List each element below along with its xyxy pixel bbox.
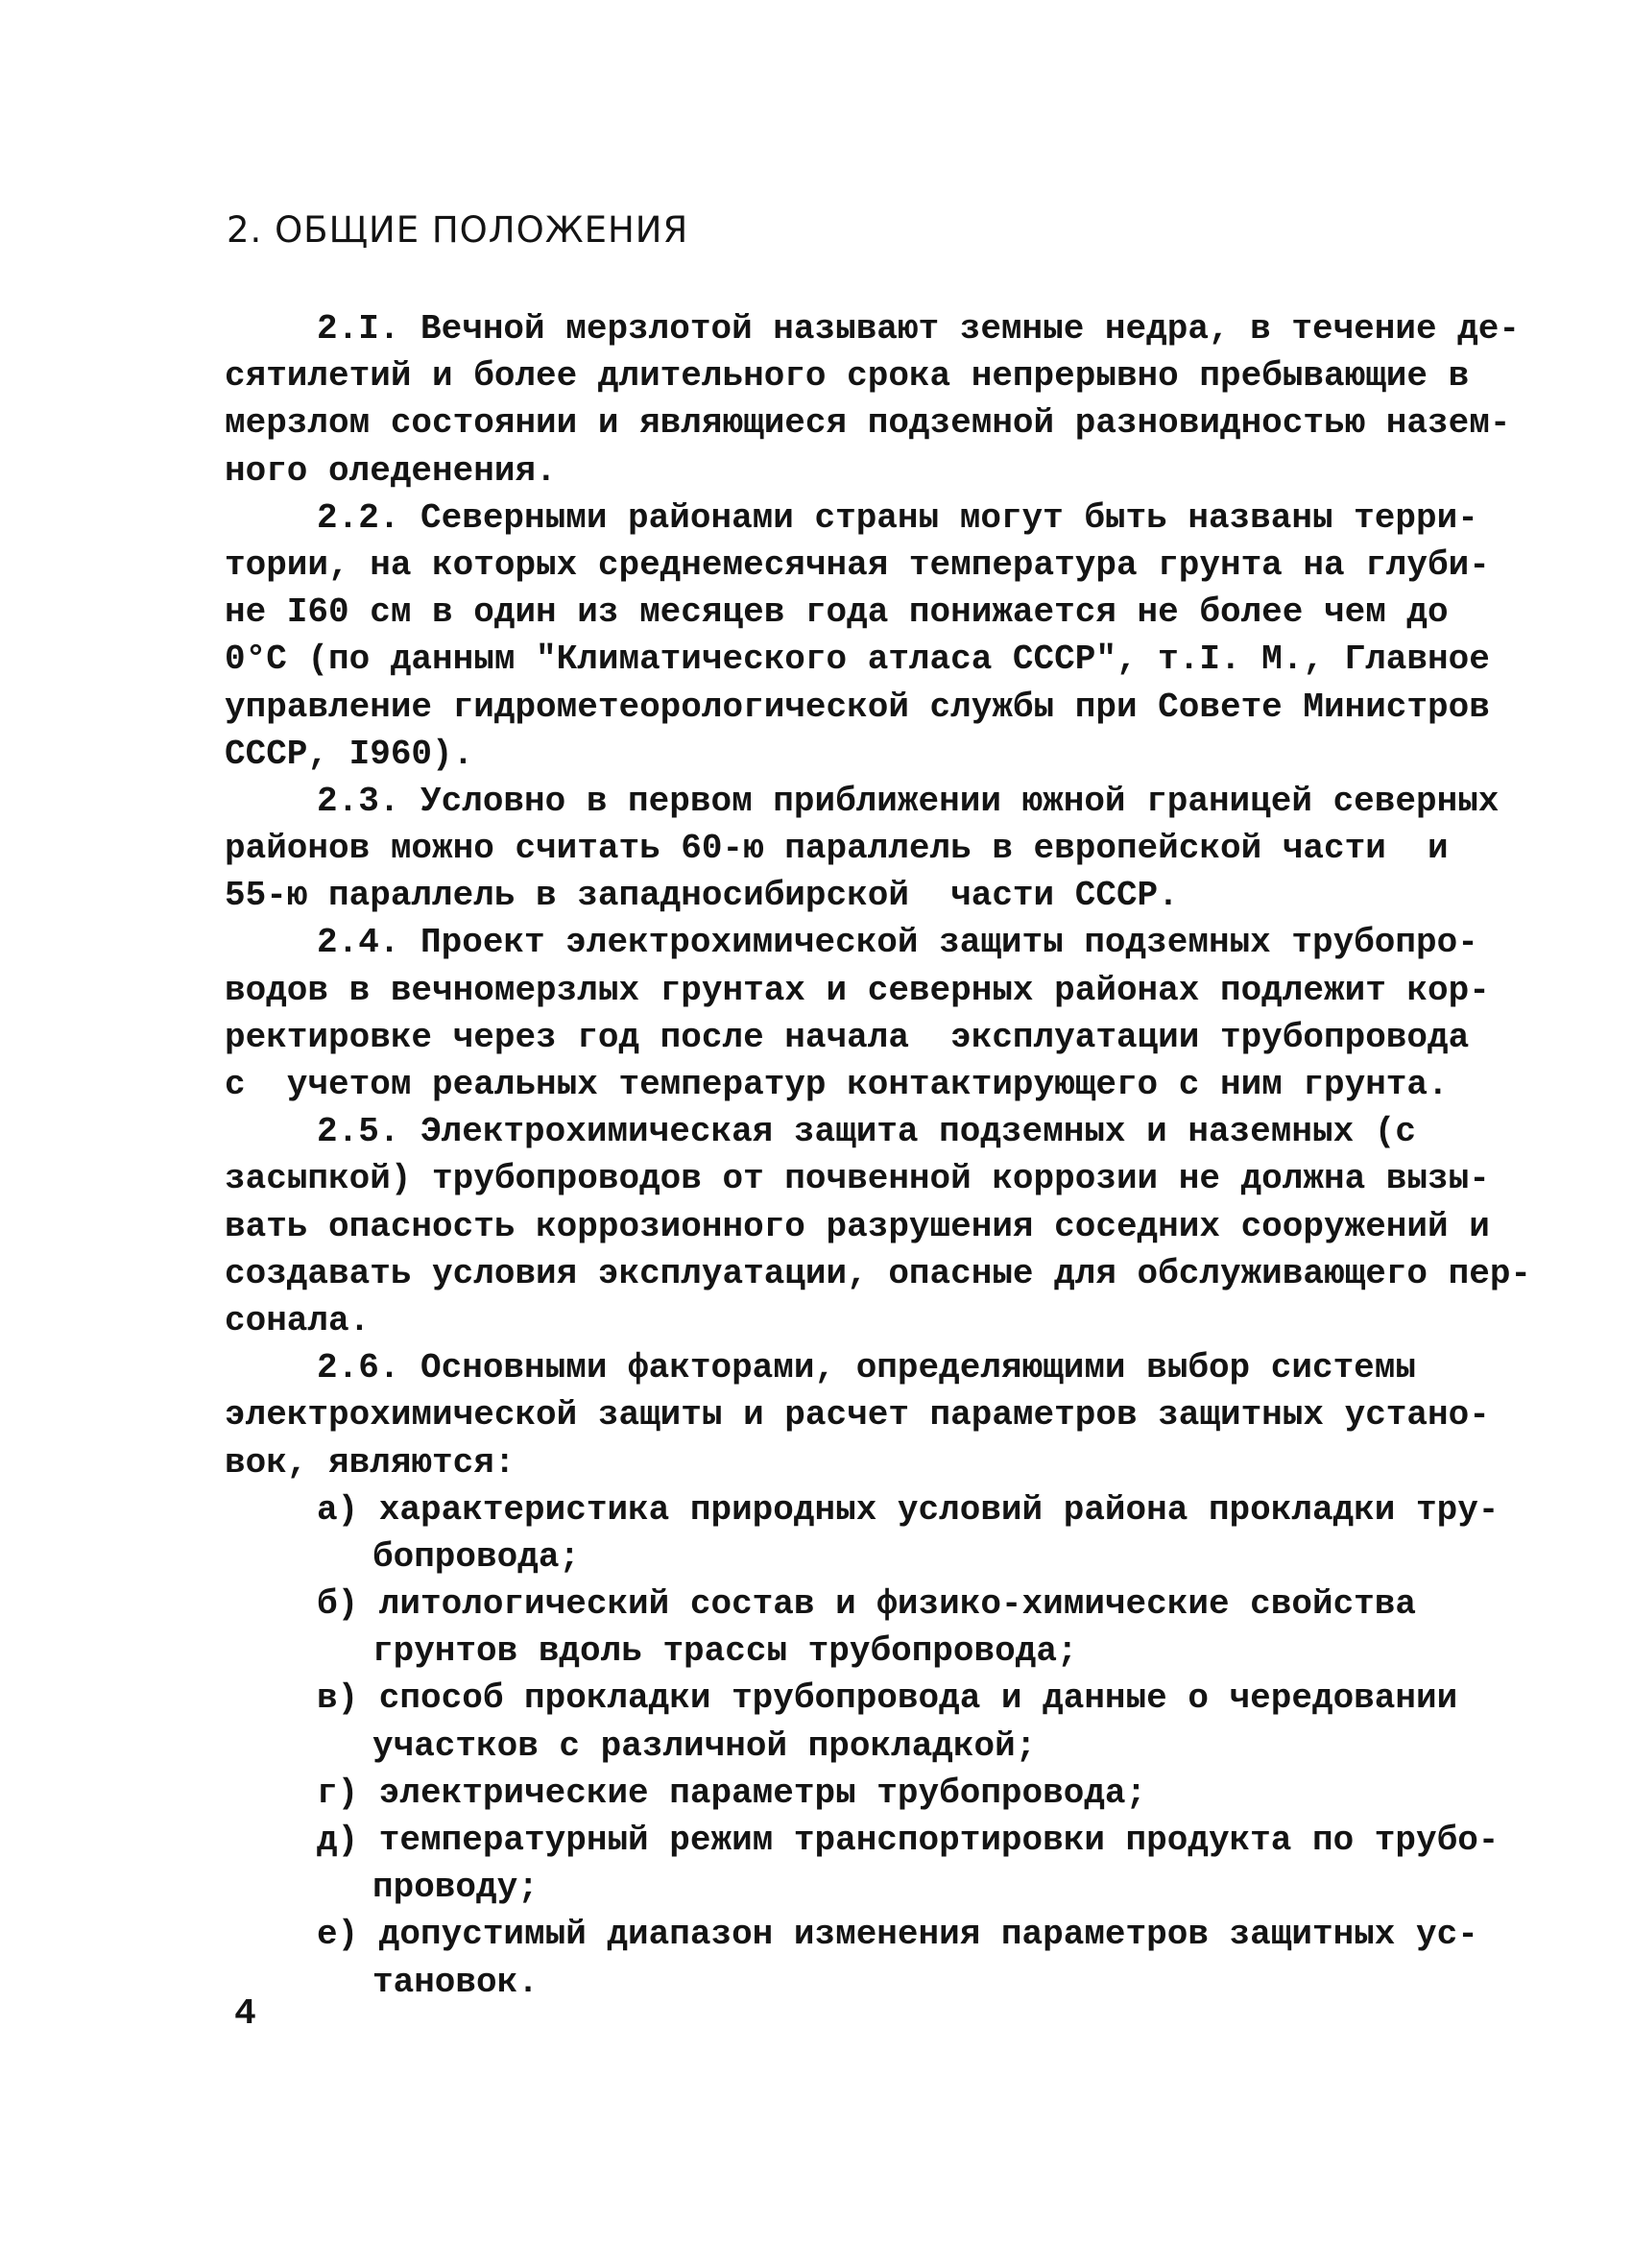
text-line: 2.5. Электрохимическая защита подземных и наземных (с: [317, 1112, 1416, 1152]
text-line: ного оледенения.: [225, 450, 557, 491]
text-line: 2.I. Вечной мерзлотой называют земные недра, в течение де-: [317, 309, 1521, 349]
text-line: не I60 см в один из месяцев года понижается не более чем до: [225, 592, 1449, 633]
text-line: б) литологический состав и физико-химические свойства: [317, 1584, 1416, 1625]
text-line: е) допустимый диапазон изменения параметров защитных ус-: [317, 1915, 1478, 1955]
text-line: электрохимической защиты и расчет параметров защитных устано-: [225, 1395, 1490, 1436]
text-line: 2.2. Северными районами страны могут быть названы терри-: [317, 497, 1478, 538]
text-line: тановок.: [372, 1962, 539, 2002]
text-line: 2.6. Основными факторами, определяющими выбор системы: [317, 1348, 1416, 1388]
section-heading: 2. ОБЩИЕ ПОЛОЖЕНИЯ: [227, 209, 689, 251]
text-line: районов можно считать 60-ю параллель в европейской части и: [225, 829, 1449, 869]
text-line: СССР, I960).: [225, 734, 474, 774]
text-line: управление гидрометеорологической службы при Совете Министров: [225, 687, 1490, 727]
text-line: бопровода;: [372, 1536, 581, 1577]
text-line: 2.3. Условно в первом приближении южной границей северных: [317, 781, 1500, 821]
text-line: водов в вечномерзлых грунтах и северных районах подлежит кор-: [225, 970, 1490, 1010]
text-line: вок, являются:: [225, 1442, 516, 1483]
text-line: тории, на которых среднемесячная температура грунта на глуби-: [225, 544, 1490, 585]
text-line: мерзлом состоянии и являющиеся подземной разновидностью назем-: [225, 403, 1511, 444]
text-line: проводу;: [372, 1868, 539, 1908]
text-line: 2.4. Проект электрохимической защиты подземных трубопро-: [317, 923, 1478, 963]
text-line: 55-ю параллель в западносибирской части СССР.: [225, 876, 1179, 916]
text-line: сонала.: [225, 1300, 371, 1340]
text-line: ректировке через год после начала эксплуатации трубопровода: [225, 1017, 1470, 1057]
text-line: сятилетий и более длительного срока непрерывно пребывающие в: [225, 356, 1470, 397]
text-line: в) способ прокладки трубопровода и данные о чередовании: [317, 1678, 1458, 1719]
body-text: [225, 305, 1532, 2006]
text-line: засыпкой) трубопроводов от почвенной коррозии не должна вызы-: [225, 1159, 1490, 1199]
text-line: 0°C (по данным "Климатического атласа СССР", т.I. М., Главное: [225, 639, 1490, 680]
page-number: 4: [234, 1993, 256, 2035]
text-line: г) электрические параметры трубопровода;: [317, 1773, 1147, 1813]
text-line: участков с различной прокладкой;: [372, 1725, 1037, 1766]
text-line: а) характеристика природных условий района прокладки тру-: [317, 1489, 1500, 1530]
text-line: создавать условия эксплуатации, опасные для обслуживающего пер-: [225, 1253, 1532, 1293]
text-line: с учетом реальных температур контактирующего с ним грунта.: [225, 1065, 1449, 1104]
text-line: вать опасность коррозионного разрушения соседних сооружений и: [225, 1206, 1490, 1246]
text-line: грунтов вдоль трассы трубопровода;: [372, 1631, 1078, 1672]
text-line: д) температурный режим транспортировки продукта по трубо-: [317, 1821, 1500, 1860]
